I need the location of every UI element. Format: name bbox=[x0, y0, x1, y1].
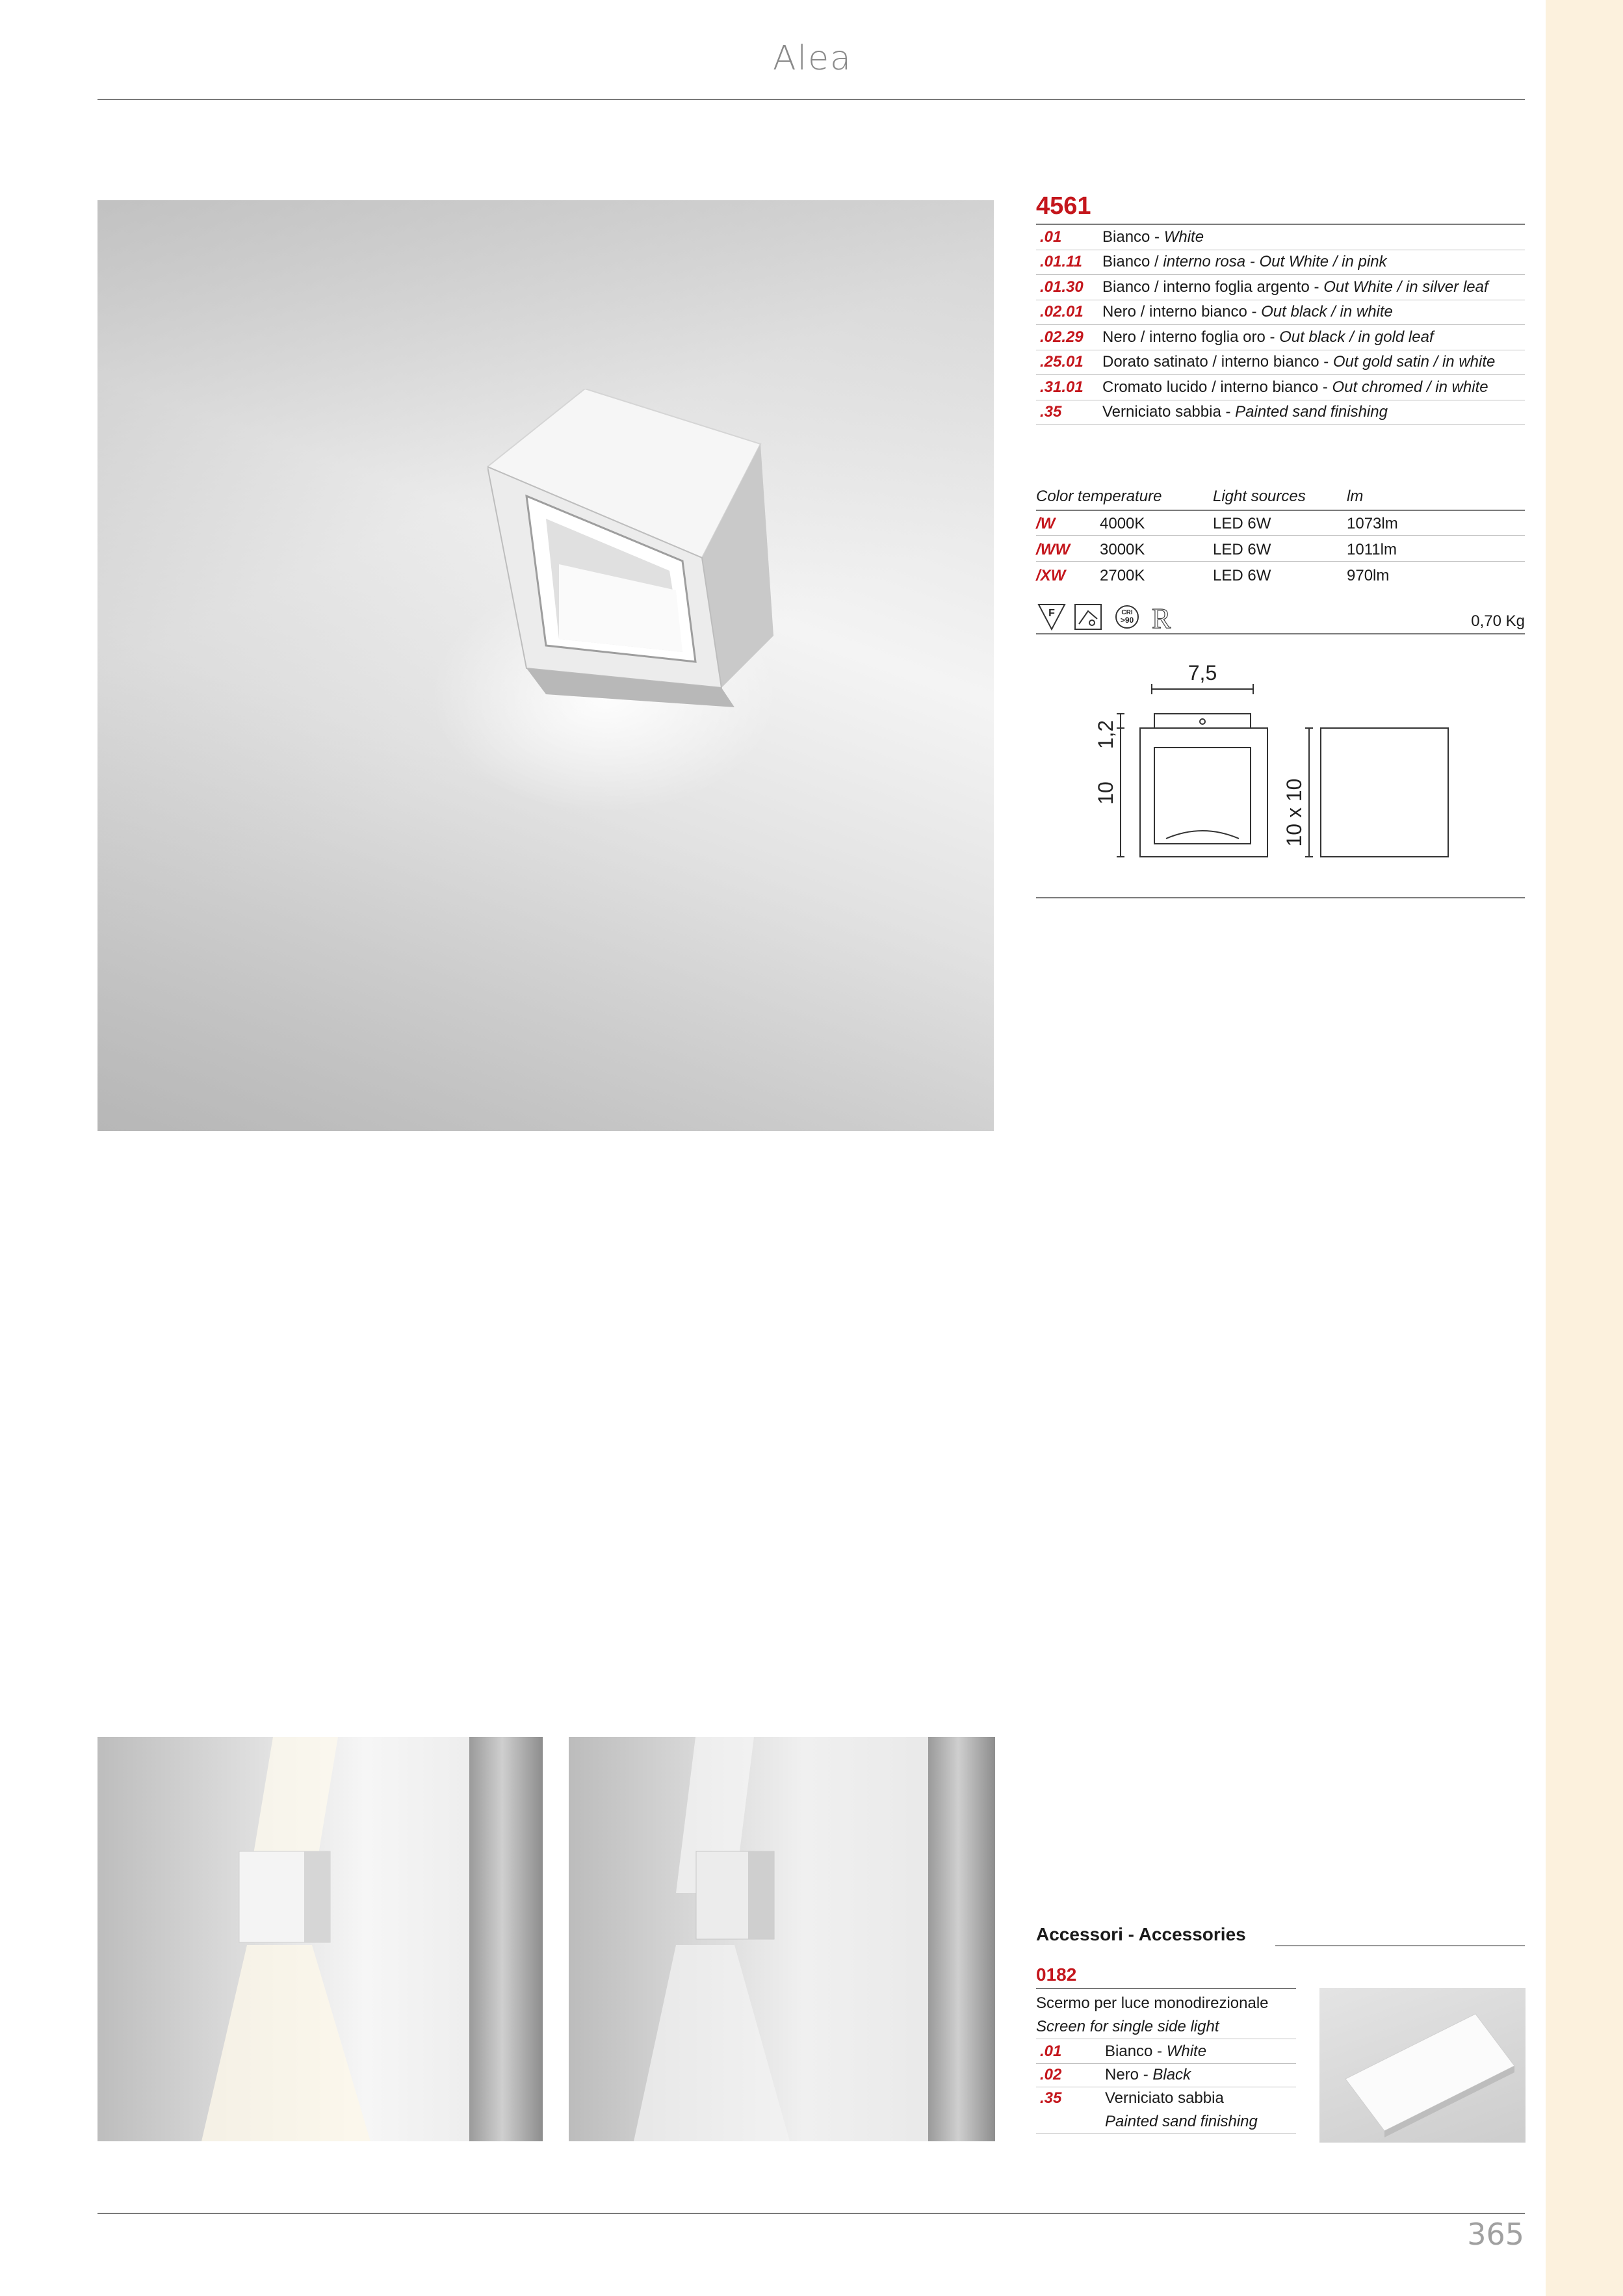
product-photo-white bbox=[97, 1737, 543, 2141]
color-temp-row: /W 4000K LED 6W 1073lm bbox=[1036, 511, 1525, 536]
page-number: 365 bbox=[1467, 2217, 1524, 2252]
accessory-desc-it: Scermo per luce monodirezionale bbox=[1036, 1994, 1269, 2012]
color-temp-row: /WW 3000K LED 6W 1011lm bbox=[1036, 537, 1525, 562]
accessories-title-rule bbox=[1275, 1945, 1525, 1946]
accessory-photo bbox=[1319, 1988, 1526, 2143]
accessory-code-rule bbox=[1036, 1988, 1296, 1989]
header-rule bbox=[97, 99, 1525, 100]
accessory-variant-row: .35 Verniciato sabbia bbox=[1040, 2089, 1224, 2107]
svg-text:R: R bbox=[1152, 603, 1171, 633]
dim-depth-label: 1,2 bbox=[1094, 720, 1117, 750]
variant-row: .25.01 Dorato satinato / interno bianco - Out gold satin / in white bbox=[1036, 350, 1525, 376]
header-color-temperature: Color temperature bbox=[1036, 488, 1162, 505]
product-photo-main bbox=[97, 200, 994, 1131]
install-icon bbox=[1075, 605, 1101, 629]
certification-row bbox=[1036, 599, 1525, 634]
weight-value: 0,70 Kg bbox=[1471, 612, 1525, 630]
certification-icons bbox=[1036, 599, 1231, 633]
side-color-band bbox=[1546, 0, 1623, 2296]
accessory-desc-en: Screen for single side light bbox=[1036, 2015, 1296, 2039]
variant-row: .02.01 Nero / interno bianco - Out black / in white bbox=[1036, 300, 1525, 326]
dimension-drawing bbox=[1036, 663, 1525, 897]
accessory-variant-row: .01 Bianco - White bbox=[1036, 2040, 1296, 2064]
color-temp-row: /XW 2700K LED 6W 970lm bbox=[1036, 567, 1390, 584]
cube-lamp-illustration bbox=[487, 389, 773, 714]
dim-front-label: 10 x 10 bbox=[1282, 778, 1306, 847]
product-photo-grey bbox=[569, 1737, 995, 2141]
header-light-sources: Light sources bbox=[1213, 488, 1306, 505]
brand-title: Alea bbox=[773, 39, 852, 78]
product-code: 4561 bbox=[1036, 192, 1091, 220]
accessory-code: 0182 bbox=[1036, 1964, 1077, 1985]
accessories-title: Accessori - Accessories bbox=[1036, 1924, 1246, 1944]
color-temp-header bbox=[1036, 488, 1525, 511]
header-lm: lm bbox=[1347, 488, 1364, 505]
dim-width-label: 7,5 bbox=[1188, 663, 1217, 685]
dim-height-label: 10 bbox=[1094, 781, 1117, 805]
variant-row: .35 Verniciato sabbia - Painted sand finishing bbox=[1036, 400, 1525, 426]
accessory-variant-row: Painted sand finishing bbox=[1036, 2110, 1296, 2134]
accessory-variant-row: .02 Nero - Black bbox=[1036, 2063, 1296, 2087]
footer-rule bbox=[97, 2213, 1525, 2214]
svg-text:CRI: CRI bbox=[1121, 609, 1133, 616]
r-mark-icon bbox=[1152, 603, 1171, 633]
variant-row: .01.11 Bianco / interno rosa - Out White / in pink bbox=[1036, 250, 1525, 276]
cri-icon bbox=[1116, 606, 1138, 628]
variant-row: .31.01 Cromato lucido / interno bianco - Out chromed / in white bbox=[1036, 375, 1525, 400]
svg-text:>90: >90 bbox=[1120, 616, 1134, 625]
variant-row: .02.29 Nero / interno foglia oro - Out black / in gold leaf bbox=[1036, 325, 1525, 350]
svg-text:F: F bbox=[1048, 608, 1055, 619]
variant-row: .01 Bianco - White bbox=[1036, 225, 1525, 250]
variant-table bbox=[1036, 224, 1525, 425]
variant-row: .01.30 Bianco / interno foglia argento - Out White / in silver leaf bbox=[1036, 275, 1525, 300]
f-mark-icon bbox=[1039, 605, 1065, 629]
spec-bottom-rule bbox=[1036, 897, 1525, 898]
